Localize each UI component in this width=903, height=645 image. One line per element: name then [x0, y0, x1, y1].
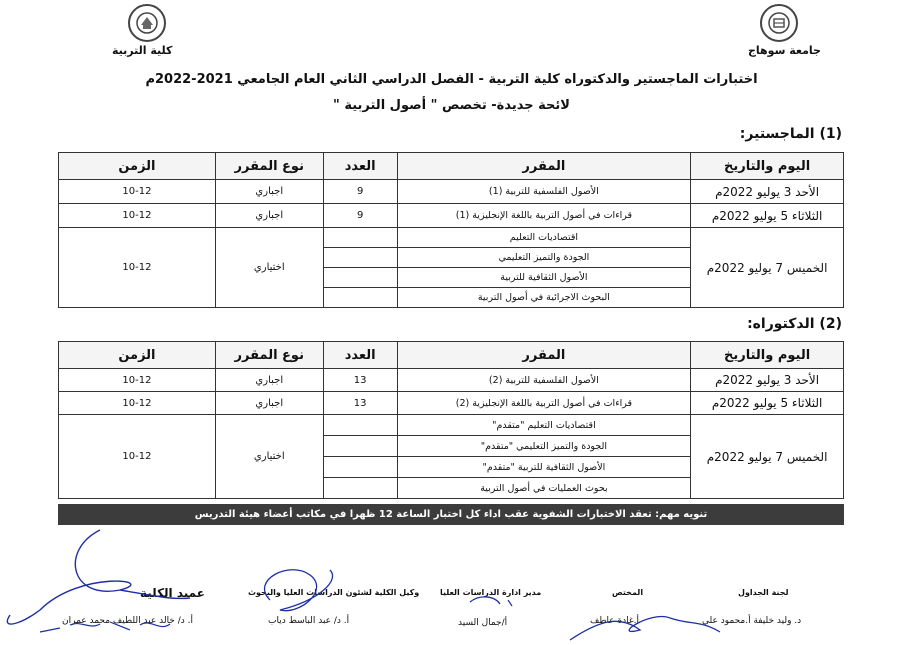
- table-row: [59, 415, 844, 436]
- cell-course: قراءات في أصول التربية باللغة الإنجليزية (2): [397, 392, 691, 415]
- cell-day: الخميس 7 يوليو 2022م: [691, 415, 844, 499]
- table-row: [59, 204, 844, 228]
- col-day: اليوم والتاريخ: [691, 342, 844, 369]
- col-type: نوع المقرر: [215, 153, 323, 180]
- masters-header-row: [59, 153, 844, 180]
- admin-signature: [470, 597, 512, 606]
- important-notice: تنويه مهم: تعقد الاختبارات الشفوية عقب اداء كل اختبار الساعة 12 ظهرا في مكاتب أعضاء هيئة التدريس: [58, 504, 844, 525]
- cell-course: الجودة والتميز التعليمي "متقدم": [397, 436, 691, 457]
- cell-day: الثلاثاء 5 يوليو 2022م: [691, 392, 844, 415]
- cell-course: الأصول الثقافية للتربية: [397, 268, 691, 288]
- dean-signature: [7, 530, 190, 624]
- faculty-name: كلية التربية: [112, 44, 173, 57]
- specialist-signature: [570, 617, 720, 640]
- cell-time: 10-12: [59, 392, 216, 415]
- page-title: اختبارات الماجستير والدكتوراه كلية التربية - الفصل الدراسي الثاني العام الجامعي 2021-2022م: [145, 72, 758, 87]
- vice-dean-title: وكيل الكلية لشئون الدراسات العليا والبحوث: [248, 588, 420, 597]
- faculty-seal-icon: [134, 10, 160, 36]
- specialist-title: المختص: [612, 588, 644, 597]
- cell-course: الأصول الثقافية للتربية "متقدم": [397, 457, 691, 478]
- cell-count: [323, 248, 397, 268]
- col-time: الزمن: [59, 342, 216, 369]
- table-row: [59, 369, 844, 392]
- dean-name: أ. د/ خالد عبد اللطيف محمد عمران: [62, 616, 193, 626]
- masters-table: [58, 152, 844, 308]
- cell-course: بحوث العمليات في أصول التربية: [397, 478, 691, 499]
- cell-count: [323, 415, 397, 436]
- doctorate-table: [58, 341, 844, 499]
- university-seal-icon: [766, 10, 792, 36]
- cell-count: 13: [323, 369, 397, 392]
- committee-names: د. وليد خليفة أ.محمود علي: [702, 616, 802, 626]
- cell-type: اختياري: [215, 415, 323, 499]
- cell-count: [323, 478, 397, 499]
- cell-time: 10-12: [59, 180, 216, 204]
- cell-count: 9: [323, 180, 397, 204]
- cell-day: الأحد 3 يوليو 2022م: [691, 180, 844, 204]
- cell-time: 10-12: [59, 369, 216, 392]
- cell-type: اجباري: [215, 180, 323, 204]
- cell-course: الأصول الفلسفية للتربية (2): [397, 369, 691, 392]
- university-seal: [760, 4, 798, 42]
- handwritten-signatures: [0, 520, 903, 645]
- cell-count: 13: [323, 392, 397, 415]
- admin-title: مدير ادارة الدراسات العليا: [440, 588, 542, 597]
- cell-type: اختياري: [215, 228, 323, 308]
- col-count: العدد: [323, 153, 397, 180]
- faculty-seal: [128, 4, 166, 42]
- cell-day: الخميس 7 يوليو 2022م: [691, 228, 844, 308]
- cell-day: الأحد 3 يوليو 2022م: [691, 369, 844, 392]
- cell-count: 9: [323, 204, 397, 228]
- admin-name: أ/جمال السيد: [458, 618, 508, 628]
- vice-dean-signature: [265, 570, 333, 611]
- cell-course: اقتصاديات التعليم: [397, 228, 691, 248]
- cell-type: اجباري: [215, 204, 323, 228]
- col-type: نوع المقرر: [215, 342, 323, 369]
- cell-type: اجباري: [215, 392, 323, 415]
- page-subtitle: لائحة جديدة- تخصص " أصول التربية ": [333, 98, 570, 113]
- col-course: المقرر: [397, 153, 691, 180]
- cell-course: اقتصاديات التعليم "متقدم": [397, 415, 691, 436]
- cell-count: [323, 228, 397, 248]
- cell-type: اجباري: [215, 369, 323, 392]
- cell-time: 10-12: [59, 204, 216, 228]
- cell-count: [323, 268, 397, 288]
- col-course: المقرر: [397, 342, 691, 369]
- col-count: العدد: [323, 342, 397, 369]
- col-time: الزمن: [59, 153, 216, 180]
- doctorate-heading: (2) الدكتوراه:: [747, 316, 842, 332]
- cell-time: 10-12: [59, 228, 216, 308]
- cell-course: الأصول الفلسفية للتربية (1): [397, 180, 691, 204]
- specialist-name: أ.غادة عاطف: [590, 616, 639, 626]
- cell-count: [323, 457, 397, 478]
- masters-heading: (1) الماجستير:: [739, 126, 842, 142]
- doctorate-header-row: [59, 342, 844, 369]
- vice-dean-name: أ. د/ عبد الباسط دياب: [268, 616, 350, 626]
- university-name: جامعة سوهاج: [748, 44, 821, 57]
- table-row: [59, 180, 844, 204]
- dean-date-mark: [40, 622, 170, 632]
- cell-course: قراءات في أصول التربية باللغة الإنجليزية (1): [397, 204, 691, 228]
- cell-course: البحوث الاجرائية في أصول التربية: [397, 288, 691, 308]
- cell-count: [323, 288, 397, 308]
- col-day: اليوم والتاريخ: [691, 153, 844, 180]
- cell-day: الثلاثاء 5 يوليو 2022م: [691, 204, 844, 228]
- dean-title: عميد الكلية: [140, 586, 205, 600]
- cell-course: الجودة والتميز التعليمي: [397, 248, 691, 268]
- cell-time: 10-12: [59, 415, 216, 499]
- table-row: [59, 228, 844, 248]
- table-row: [59, 392, 844, 415]
- committee-title: لجنة الجداول: [738, 588, 789, 597]
- cell-count: [323, 436, 397, 457]
